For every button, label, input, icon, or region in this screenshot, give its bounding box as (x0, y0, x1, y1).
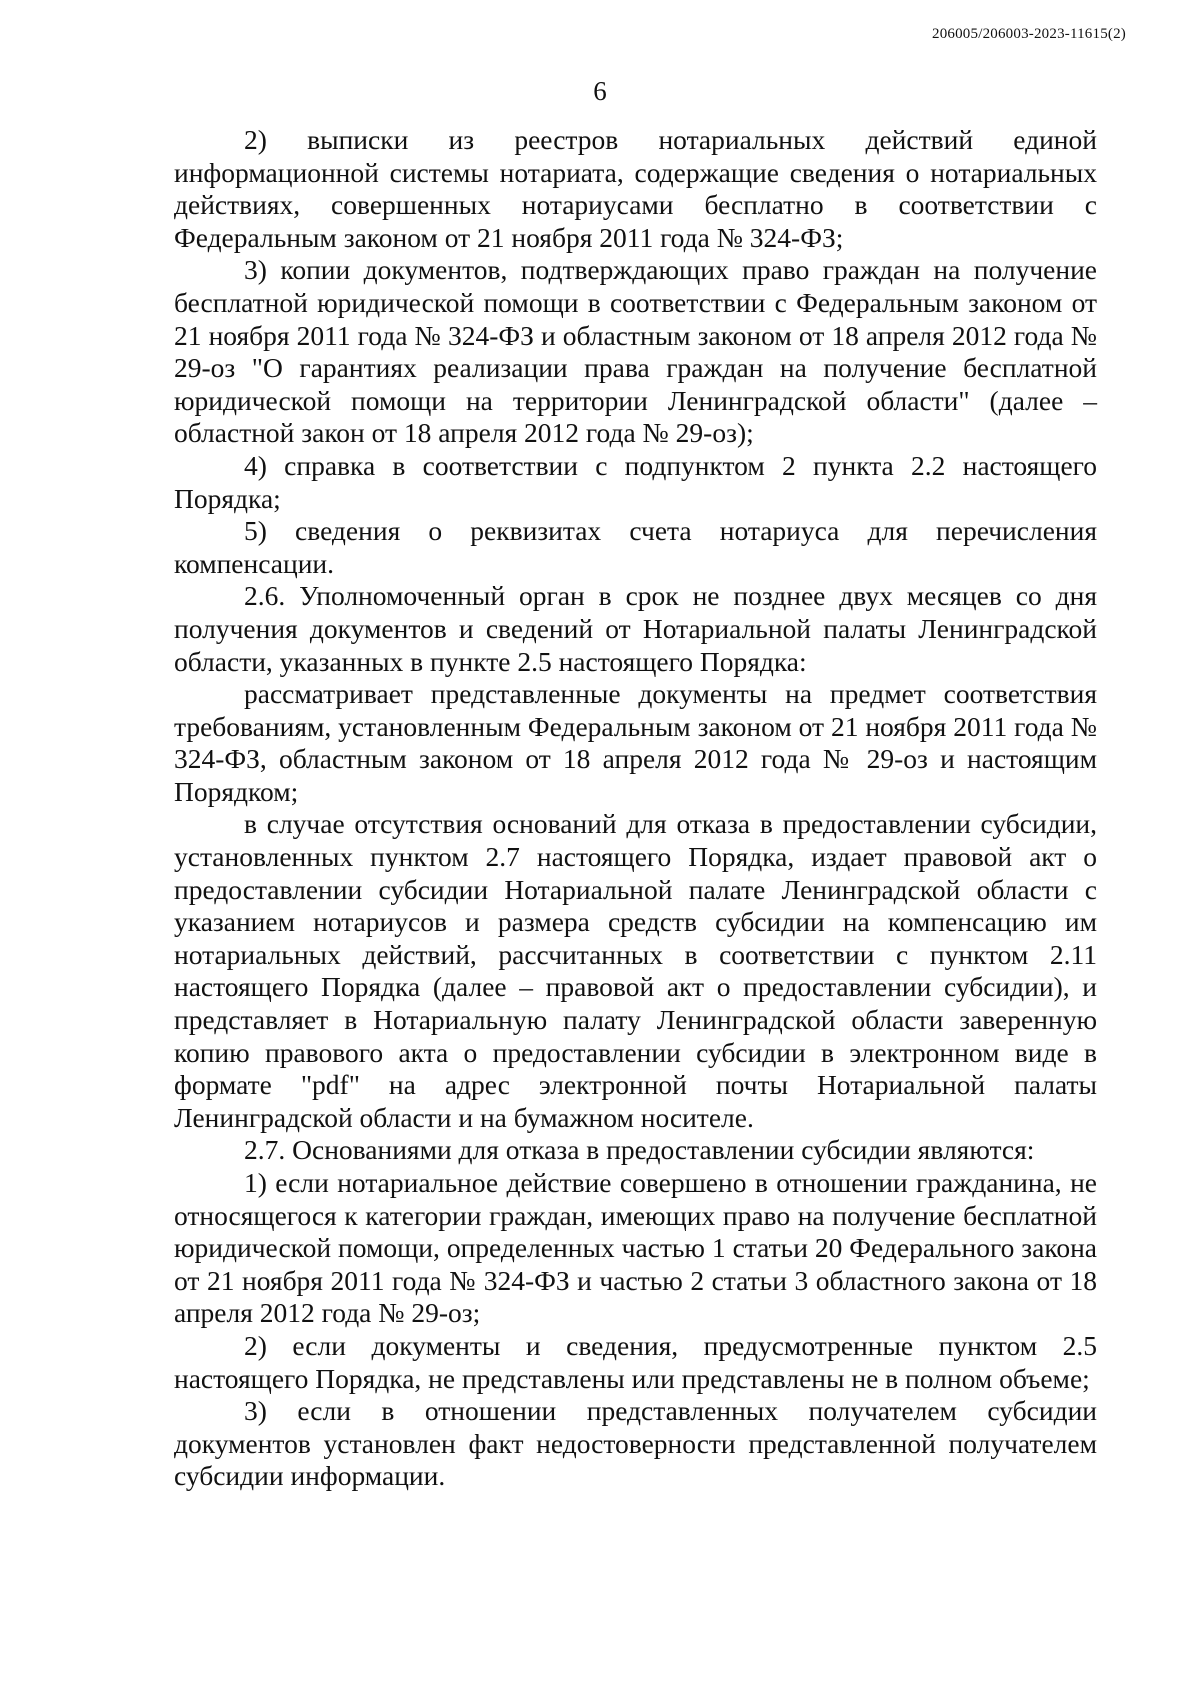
page-number: 6 (593, 76, 607, 106)
paragraph-refusal-ground-1: 1) если нотариальное действие совершено в отношении гражданина, не относящегося к категории граждан, имеющих право на получение бесплатной юридической помощи, определенных частью 1 статьи 20 Федерального закона от 21 ноября 2011 года № 324-ФЗ и частью 2 статьи 3 областного закона от 18 апреля 2012 года № 29-оз; (174, 1167, 1097, 1329)
paragraph-reviews-documents: рассматривает представленные документы на предмет соответствия требованиям, установленным Федеральным законом от 21 ноября 2011 года № 324-ФЗ, областным законом от 18 апреля 2012 года № 29-оз и настоящим Порядком; (174, 678, 1097, 807)
paragraph-item-2-registry-extracts: 2) выписки из реестров нотариальных действий единой информационной системы нотариата, содержащие сведения о нотариальных действиях, совершенных нотариусами бесплатно в соответствии с Федеральным законом от 21 ноября 2011 года № 324-ФЗ; (174, 124, 1097, 253)
paragraph-section-2-7: 2.7. Основаниями для отказа в предоставлении субсидии являются: (244, 1134, 1035, 1166)
document-registration-number: 206005/206003-2023-11615(2) (932, 26, 1126, 42)
paragraph-item-5-account-details: 5) сведения о реквизитах счета нотариуса для перечисления компенсации. (174, 515, 1097, 579)
paragraph-issues-legal-act: в случае отсутствия оснований для отказа в предоставлении субсидии, установленных пунктом 2.7 настоящего Порядка, издает правовой акт о предоставлении субсидии Нотариальной палате Ленинградской области с указанием нотариусов и размера средств субсидии на компенсацию им нотариальных действий, рассчитанных в соответствии с пунктом 2.11 настоящего Порядка (далее – правовой акт о предоставлении субсидии), и представляет в Нотариальную палату Ленинградской области заверенную копию правового акта о предоставлении субсидии в электронном виде в формате "pdf" на адрес электронной почты Нотариальной палаты Ленинградской области и на бумажном носителе. (174, 808, 1097, 1133)
paragraph-item-4-certificate: 4) справка в соответствии с подпунктом 2 пункта 2.2 настоящего Порядка; (174, 449, 1097, 514)
paragraph-section-2-6: 2.6. Уполномоченный орган в срок не позднее двух месяцев со дня получения документов и сведений от Нотариальной палаты Ленинградской области, указанных в пункте 2.5 настоящего Порядка: (174, 580, 1097, 677)
paragraph-refusal-ground-2: 2) если документы и сведения, предусмотренные пунктом 2.5 настоящего Порядка, не представлены или представлены не в полном объеме; (174, 1329, 1097, 1394)
document-body (174, 124, 1097, 1493)
paragraph-item-3-document-copies: 3) копии документов, подтверждающих право граждан на получение бесплатной юридической помощи в соответствии с Федеральным законом от 21 ноября 2011 года № 324-ФЗ и областным законом от 18 апреля 2012 года № 29-оз "О гарантиях реализации права граждан на получение бесплатной юридической помощи на территории Ленинградской области" (далее – областной закон от 18 апреля 2012 года № 29-оз); (174, 254, 1097, 449)
paragraph-refusal-ground-3: 3) если в отношении представленных получателем субсидии документов установлен факт недостоверности представленной получателем субсидии информации. (174, 1395, 1097, 1492)
